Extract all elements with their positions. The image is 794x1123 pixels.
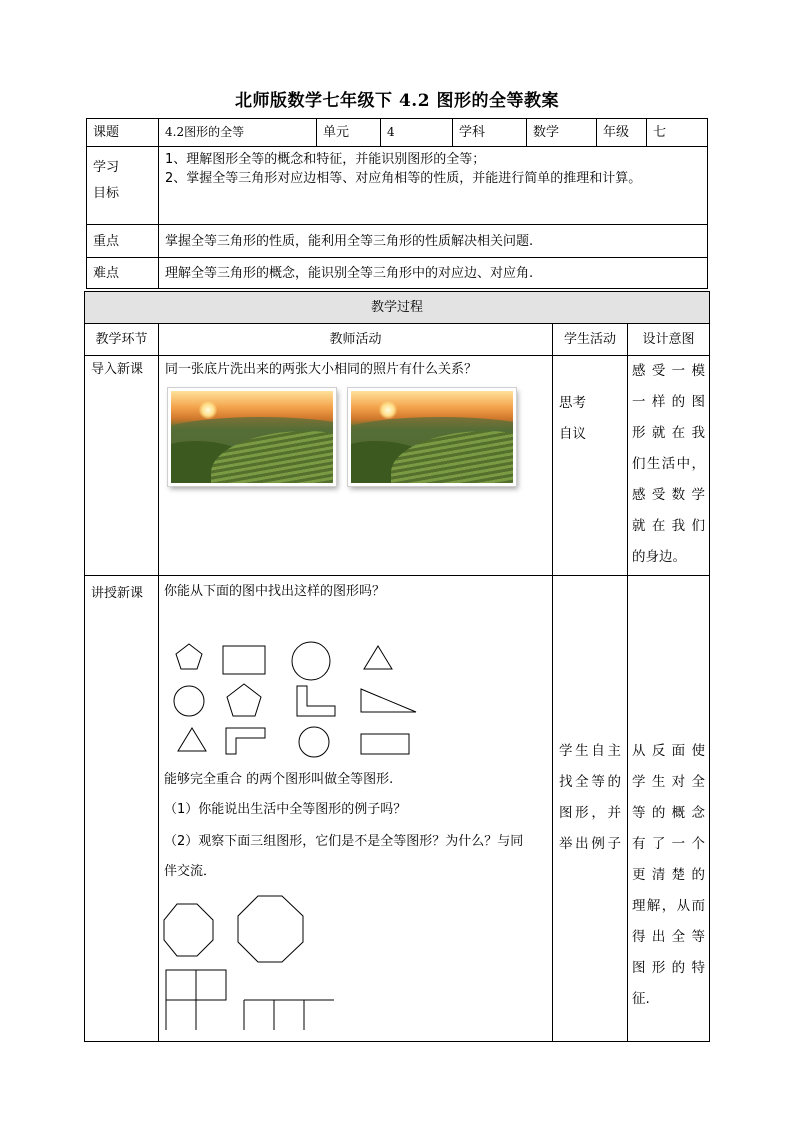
lecture-student-line: 找全等的: [559, 774, 621, 790]
landscape-photo-2: [348, 388, 516, 486]
grade-label: 年级: [597, 119, 647, 147]
key-row: [87, 225, 708, 258]
goals-row: [87, 147, 708, 225]
large-circle: [292, 642, 330, 680]
key-label: 重点: [87, 225, 159, 258]
intro-student-activity: [553, 356, 628, 576]
goal-1: 1、理解图形全等的概念和特征，并能识别图形的全等；: [165, 152, 486, 167]
goal-2: 2、掌握全等三角形对应边相等、对应角相等的性质，并能进行简单的推理和计算。: [165, 171, 642, 186]
key-value: 掌握全等三角形的性质，能利用全等三角形的性质解决相关问题.: [159, 225, 708, 258]
goals-label-line-2: 目标: [93, 186, 120, 201]
lecture-design-line: 等的概念: [632, 805, 706, 821]
process-header-row: [85, 292, 710, 324]
lecture-design-line: 更清楚的: [632, 867, 706, 883]
intro-design-line: 们生活中，: [632, 456, 706, 472]
difficulty-value: 理解全等三角形的概念，能识别全等三角形中的对应边、对应角.: [159, 258, 708, 289]
comparison-figure: [160, 894, 360, 1034]
col-stage-header: 教学环节: [85, 324, 159, 356]
col-teacher-header: 教师活动: [159, 324, 553, 356]
intro-design-line: 就在我们: [632, 518, 706, 534]
col-design-header: 设计意图: [628, 324, 710, 356]
lecture-student-line: 举出例子: [559, 836, 621, 852]
congruence-definition: 能够完全重合 的两个图形叫做全等图形.: [164, 772, 394, 787]
question-1: （1）你能说出生活中全等图形的例子吗？: [164, 802, 407, 817]
intro-design-intent: [628, 356, 710, 576]
subject-label: 学科: [453, 119, 527, 147]
goals-label: [87, 147, 159, 225]
question-2-line-2: 伴交流．: [164, 864, 217, 879]
lecture-design-intent: [628, 576, 710, 1042]
lecture-design-line: 征.: [632, 991, 650, 1007]
subject-value: 数学: [527, 119, 597, 147]
lecture-stage: 讲授新课: [85, 576, 159, 1042]
question-2-line-1: （2）观察下面三组图形，它们是不是全等图形？为什么？与同: [164, 834, 524, 849]
grid-figure-2: [244, 1000, 334, 1030]
lecture-design-line: 有了一个: [632, 836, 706, 852]
triangle-shape: [364, 646, 392, 669]
topic-label: 课题: [87, 119, 159, 147]
small-pentagon: [176, 644, 202, 669]
lecture-student-line: 学生自主: [559, 743, 621, 759]
small-circle: [174, 686, 204, 716]
sun-icon: [199, 401, 217, 419]
intro-design-line: 一样的图: [632, 394, 706, 410]
lecture-design-line: 从反面使: [632, 743, 706, 759]
sun-icon: [379, 401, 397, 419]
intro-question: 同一张底片洗出来的两张大小相同的照片有什么关系？: [165, 362, 478, 377]
lecture-design-line: 学生对全: [632, 774, 706, 790]
column-header-row: [85, 324, 710, 356]
goals-content: [159, 147, 708, 225]
right-triangle-shape: [361, 689, 416, 712]
pentagon-shape: [227, 684, 261, 716]
lecture-design-line: 图形的特: [632, 960, 706, 976]
small-octagon: [164, 904, 213, 956]
difficulty-label: 难点: [87, 258, 159, 289]
page-title: 北师版数学七年级下 4.2 图形的全等教案: [235, 91, 559, 111]
lecture-design-line: 理解，从而: [632, 898, 706, 914]
unit-value: 4: [381, 119, 453, 147]
lecture-design-line: 得出全等: [632, 929, 706, 945]
small-circle: [299, 727, 329, 757]
l-shape: [297, 686, 335, 716]
lecture-student-activity: [553, 576, 628, 1042]
intro-design-line: 形就在我: [632, 425, 706, 441]
grid-figure-1: [166, 970, 226, 1030]
topic-row: [87, 119, 708, 147]
intro-design-line: 的身边。: [632, 549, 686, 565]
l-shape: [226, 728, 265, 754]
rectangle-shape: [361, 734, 409, 754]
grade-value: 七: [647, 119, 708, 147]
intro-stage: 导入新课: [85, 356, 159, 576]
triangle-shape: [178, 728, 206, 751]
lecture-question: 你能从下面的图中找出这样的图形吗？: [164, 584, 386, 599]
topic-value: 4.2图形的全等: [159, 119, 317, 147]
rectangle-shape: [223, 646, 265, 674]
lecture-student-line: 图形，并: [559, 805, 621, 821]
intro-design-line: 感受数学: [632, 487, 706, 503]
difficulty-row: [87, 258, 708, 289]
process-header: 教学过程: [85, 292, 710, 324]
intro-design-line: 感受一模: [632, 363, 706, 379]
intro-student-line-1: 思考: [559, 395, 586, 411]
col-student-header: 学生活动: [553, 324, 628, 356]
goals-label-line-1: 学习: [93, 160, 120, 175]
unit-label: 单元: [317, 119, 381, 147]
large-octagon: [238, 896, 303, 962]
lesson-info-table: [86, 118, 708, 289]
landscape-photo-1: [168, 388, 336, 486]
shapes-figure: [160, 630, 450, 770]
intro-student-line-2: 自议: [559, 426, 586, 442]
